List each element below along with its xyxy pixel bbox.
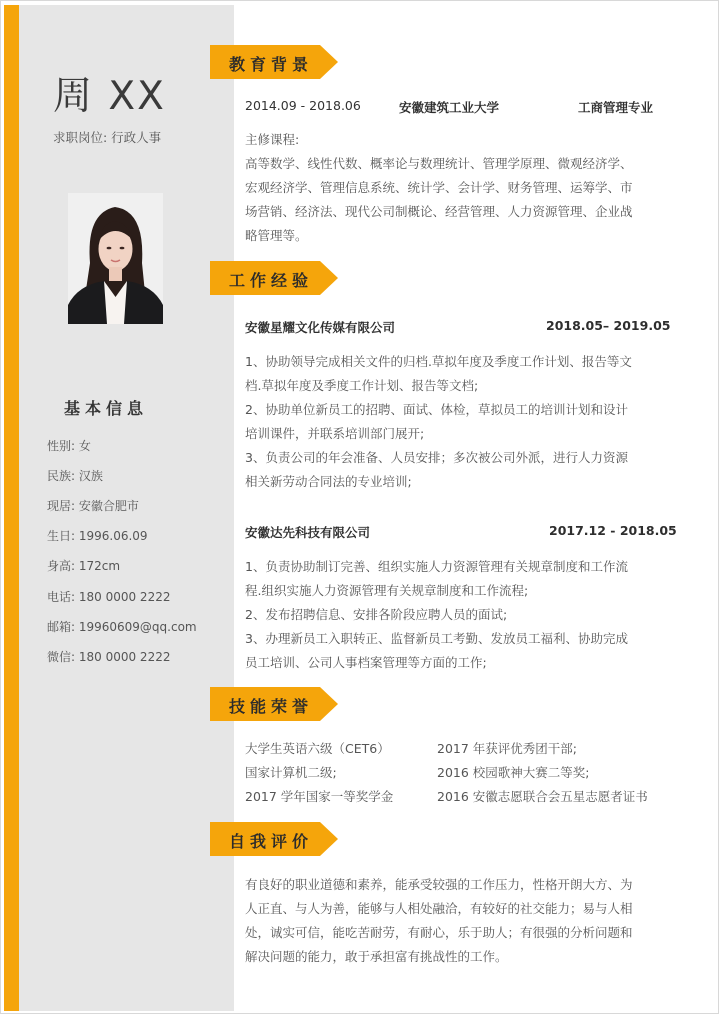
self-eval-heading: [210, 822, 338, 856]
education-school: 安徽建筑工业大学: [399, 100, 500, 115]
job-duty-line: 员工培训、公司人事档案管理等方面的工作;: [245, 655, 487, 670]
job-period: 2017.12 - 2018.05: [549, 523, 677, 538]
courses-label: 主修课程:: [245, 132, 300, 147]
skills-heading-label: 技能荣誉: [229, 697, 314, 716]
info-gender: 性别: 女: [47, 439, 91, 453]
job-duty-line: 1、负责协助制订完善、组织实施人力资源管理有关规章制度和工作流: [245, 559, 628, 574]
job-duty-line: 程.组织实施人力资源管理有关规章制度和工作流程;: [245, 583, 529, 598]
skills-heading: [210, 687, 338, 721]
self-eval-line: 解决问题的能力，敢于承担富有挑战性的工作。: [245, 949, 508, 964]
info-email: 邮箱: 19960609@qq.com: [47, 620, 197, 634]
work-heading: [210, 261, 338, 295]
education-heading-label: 教育背景: [229, 55, 314, 74]
job-company: 安徽达先科技有限公司: [245, 525, 371, 540]
job-period: 2018.05– 2019.05: [546, 318, 671, 333]
job-duty-line: 2、协助单位新员工的招聘、面试、体检，草拟员工的培训计划和设计: [245, 402, 628, 417]
course-line: 高等数学、线性代数、概率论与数理统计、管理学原理、微观经济学、: [245, 156, 633, 171]
info-ethnicity: 民族: 汉族: [47, 469, 103, 483]
job-duty-line: 2、发布招聘信息、安排各阶段应聘人员的面试;: [245, 607, 508, 622]
candidate-name: 周 XX: [53, 74, 166, 119]
info-phone: 电话: 180 0000 2222: [47, 590, 171, 604]
self-eval-line: 人正直、与人为善，能够与人相处融洽，有较好的社交能力；易与人相: [245, 901, 633, 916]
education-period: 2014.09 - 2018.06: [245, 98, 361, 113]
info-birthday: 生日: 1996.06.09: [47, 529, 148, 543]
job-duty-line: 培训课件，并联系培训部门展开;: [245, 426, 425, 441]
course-line: 宏观经济学、管理信息系统、统计学、会计学、财务管理、运筹学、市: [245, 180, 633, 195]
job-duty-line: 档.草拟年度及季度工作计划、报告等文档;: [245, 378, 479, 393]
course-line: 场营销、经济法、现代公司制概论、经营管理、人力资源管理、企业战: [245, 204, 633, 219]
skill-item: 2017 学年国家一等奖学金: [245, 789, 394, 804]
job-duty-line: 1、协助领导完成相关文件的归档.草拟年度及季度工作计划、报告等文: [245, 354, 632, 369]
info-residence: 现居: 安徽合肥市: [47, 499, 139, 513]
skill-item: 大学生英语六级（CET6）: [245, 741, 390, 756]
job-target: 求职岗位: 行政人事: [53, 130, 162, 145]
work-heading-label: 工作经验: [229, 271, 314, 290]
info-height: 身高: 172cm: [47, 559, 121, 573]
education-major: 工商管理专业: [578, 100, 654, 115]
basic-info-title: 基本信息: [64, 399, 149, 418]
course-line: 略管理等。: [245, 228, 308, 243]
honor-item: 2016 安徽志愿联合会五星志愿者证书: [437, 789, 648, 804]
honor-item: 2017 年获评优秀团干部;: [437, 741, 577, 756]
honor-item: 2016 校园歌神大赛二等奖;: [437, 765, 590, 780]
job-duty-line: 相关新劳动合同法的专业培训;: [245, 474, 412, 489]
self-eval-line: 处，诚实可信，能吃苦耐劳，有耐心，乐于助人；有很强的分析问题和: [245, 925, 633, 940]
profile-photo: [68, 193, 163, 324]
education-heading: [210, 45, 338, 79]
skill-item: 国家计算机二级;: [245, 765, 337, 780]
job-company: 安徽星耀文化传媒有限公司: [245, 320, 396, 335]
info-wechat: 微信: 180 0000 2222: [47, 650, 171, 664]
self-eval-heading-label: 自我评价: [229, 832, 314, 851]
job-duty-line: 3、负责公司的年会准备、人员安排；多次被公司外派，进行人力资源: [245, 450, 628, 465]
accent-bar: [4, 5, 19, 1011]
self-eval-line: 有良好的职业道德和素养，能承受较强的工作压力，性格开朗大方、为: [245, 877, 633, 892]
job-duty-line: 3、办理新员工入职转正、监督新员工考勤、发放员工福利、协助完成: [245, 631, 628, 646]
